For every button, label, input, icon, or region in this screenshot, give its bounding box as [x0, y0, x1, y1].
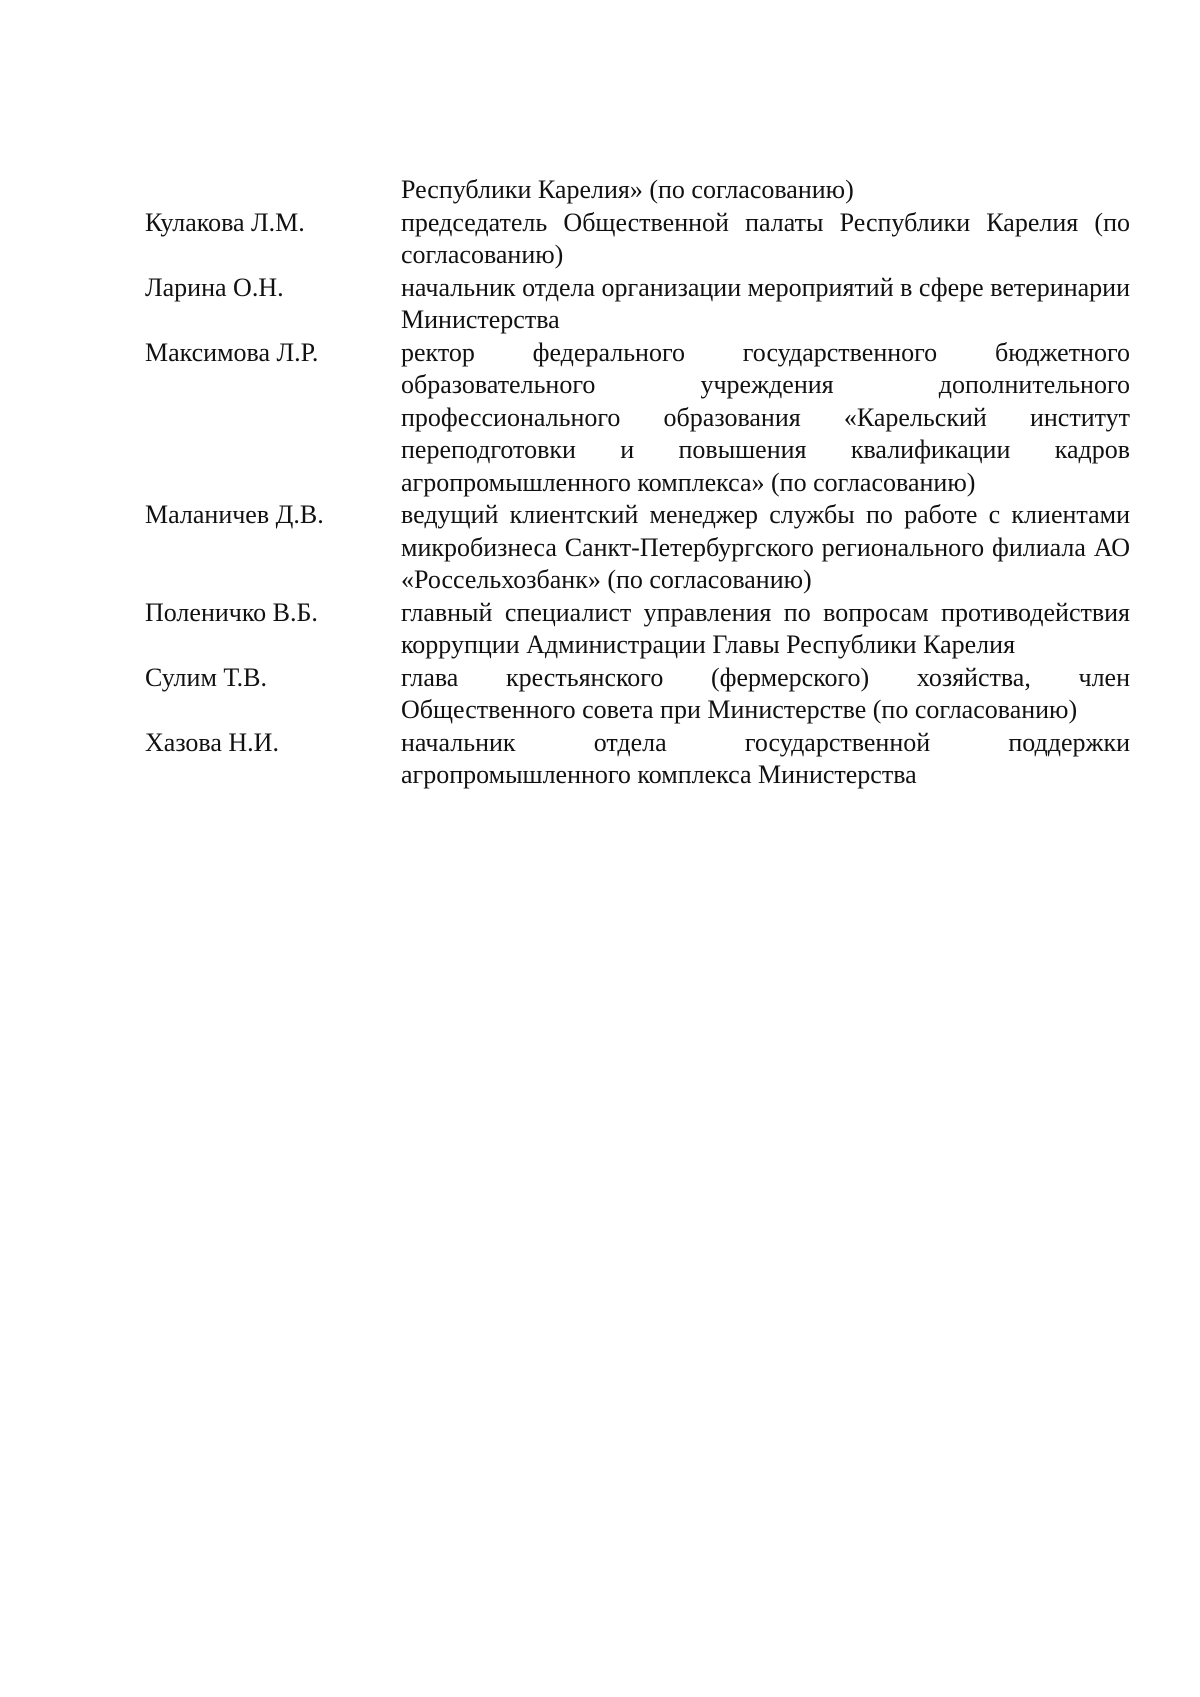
- member-name: Кулакова Л.М.: [145, 207, 305, 237]
- member-description: председатель Общественной палаты Республики Карелия (по согласованию): [401, 207, 1130, 269]
- member-row: [145, 174, 1130, 207]
- member-description: ведущий клиентский менеджер службы по работе с клиентами микробизнеса Санкт-Петербургского регионального филиала АО «Россельхозбанк» (по согласованию): [401, 500, 1130, 594]
- member-row: [145, 207, 1130, 272]
- member-description: начальник отдела организации мероприятий в сфере ветеринарии Министерства: [401, 272, 1130, 334]
- member-name: Ларина О.Н.: [145, 272, 284, 302]
- member-description: ректор федерального государственного бюджетного образовательного учреждения дополнительного профессионального образования «Карельский институт переподготовки и повышения квалификации кадров агропромышленного комплекса» (по согласованию): [401, 337, 1130, 497]
- member-row: [145, 337, 1130, 500]
- member-name: Поленичко В.Б.: [145, 597, 318, 627]
- member-row: [145, 727, 1130, 792]
- member-name: Сулим Т.В.: [145, 662, 268, 692]
- member-row: [145, 272, 1130, 337]
- member-row: [145, 662, 1130, 727]
- member-description: Республики Карелия» (по согласованию): [401, 175, 854, 204]
- member-row: [145, 499, 1130, 597]
- member-description: главный специалист управления по вопросам противодействия коррупции Администрации Главы Республики Карелия: [401, 597, 1130, 659]
- member-name: Хазова Н.И.: [145, 727, 279, 757]
- member-name: Максимова Л.Р.: [145, 337, 319, 367]
- member-description: начальник отдела государственной поддержки агропромышленного комплекса Министерства: [401, 727, 1130, 789]
- member-description: глава крестьянского (фермерского) хозяйства, член Общественного совета при Министерстве (по согласованию): [401, 662, 1130, 724]
- members-list: [145, 174, 1130, 792]
- member-row: [145, 597, 1130, 662]
- member-name: Маланичев Д.В.: [145, 500, 324, 529]
